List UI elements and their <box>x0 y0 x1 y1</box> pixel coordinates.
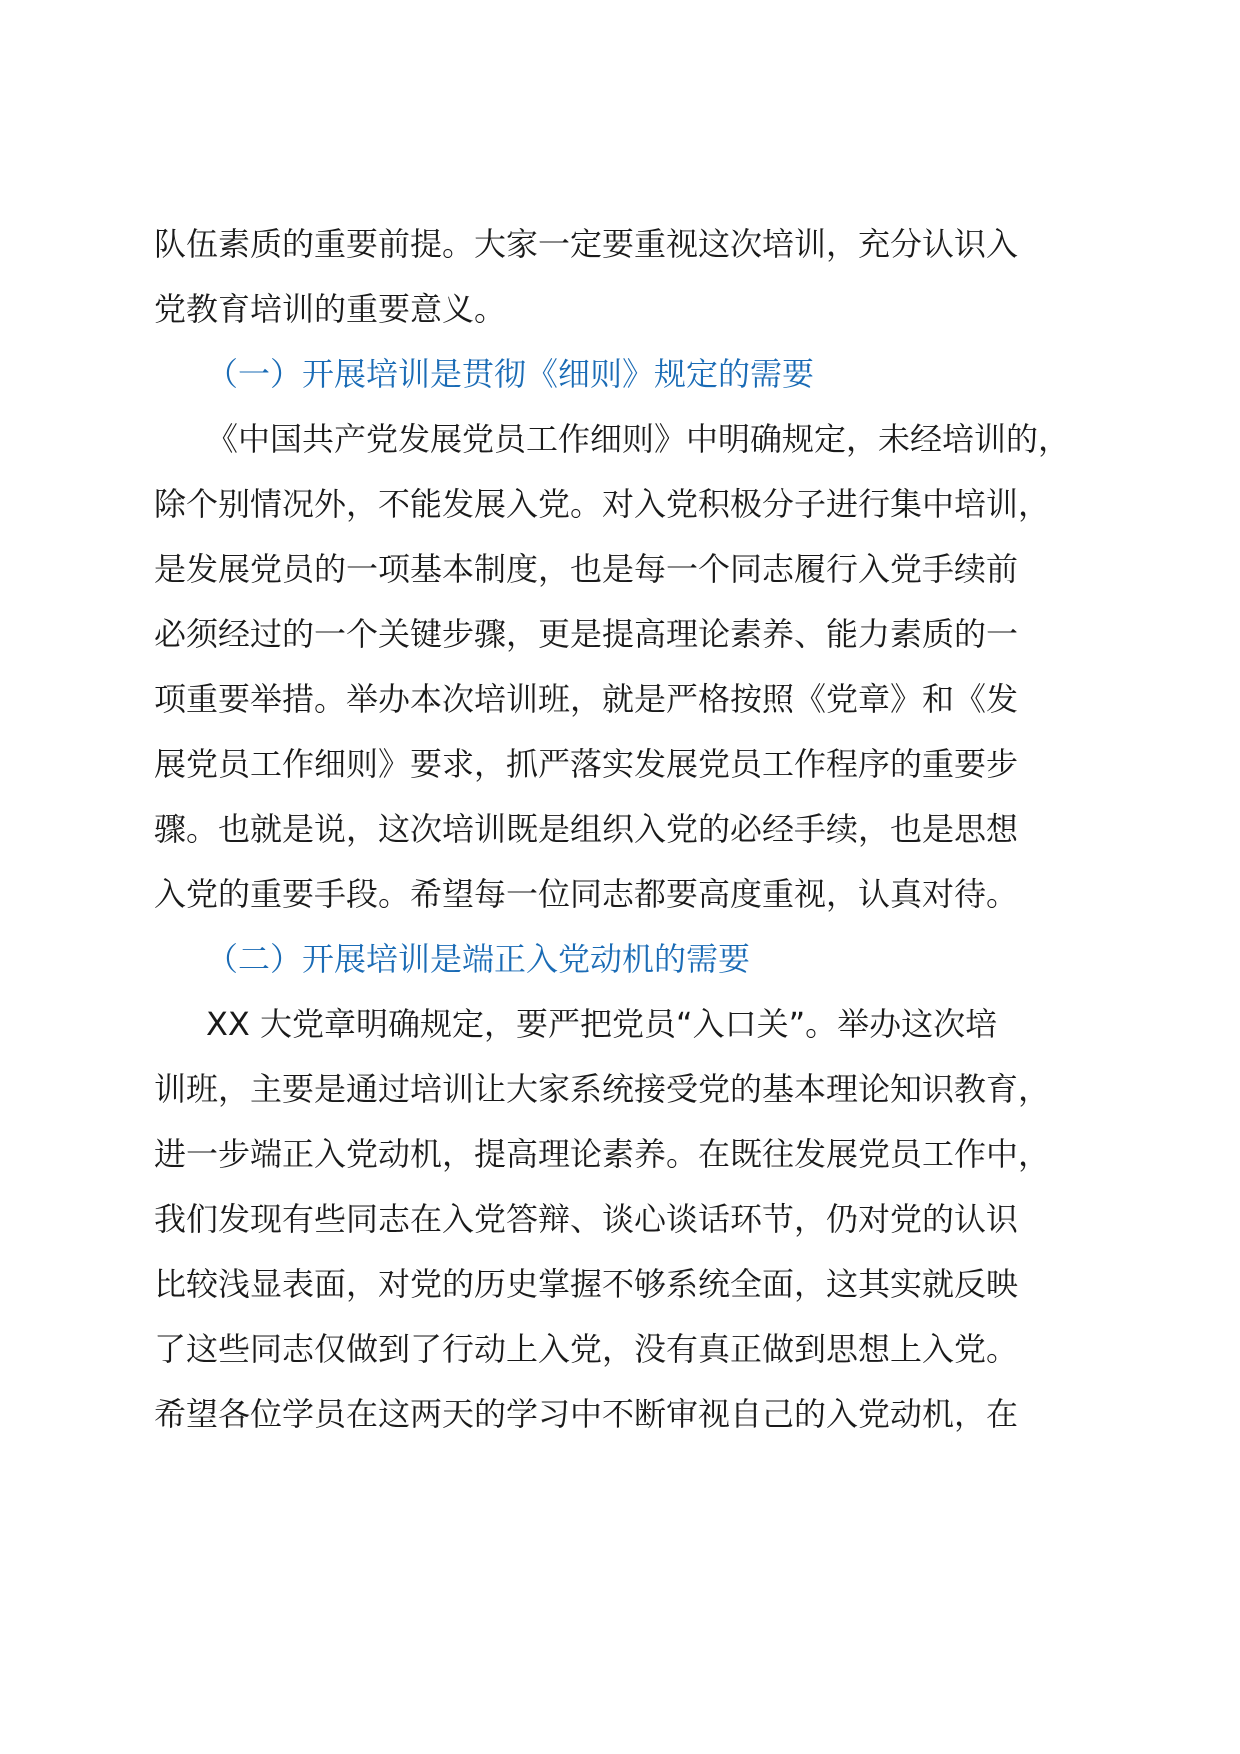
paragraph-line: 项重要举措。举办本次培训班，就是严格按照《党章》和《发 <box>154 680 1019 718</box>
paragraph-line: 除个别情况外，不能发展入党。对入党积极分子进行集中培训， <box>154 485 1051 523</box>
section-heading-2: （二）开展培训是端正入党动机的需要 <box>206 940 751 978</box>
paragraph-line: 我们发现有些同志在入党答辩、谈心谈话环节，仍对党的认识 <box>154 1200 1019 1238</box>
paragraph-line: XX 大党章明确规定，要严把党员“入口关”。举办这次培 <box>206 1005 998 1043</box>
paragraph-line: 是发展党员的一项基本制度，也是每一个同志履行入党手续前 <box>154 550 1019 588</box>
paragraph-line: 党教育培训的重要意义。 <box>154 290 507 328</box>
section-1-paragraph <box>154 407 1094 927</box>
paragraph-line: 入党的重要手段。希望每一位同志都要高度重视，认真对待。 <box>154 875 1019 913</box>
paragraph-line: 展党员工作细则》要求，抓严落实发展党员工作程序的重要步 <box>154 745 1019 783</box>
paragraph-line: 希望各位学员在这两天的学习中不断审视自己的入党动机，在 <box>154 1395 1019 1433</box>
paragraph-line: 了这些同志仅做到了行动上入党，没有真正做到思想上入党。 <box>154 1330 1019 1368</box>
section-heading-1: （一）开展培训是贯彻《细则》规定的需要 <box>206 355 815 393</box>
paragraph-line: 《中国共产党发展党员工作细则》中明确规定，未经培训的， <box>206 420 1071 458</box>
paragraph-line: 骤。也就是说，这次培训既是组织入党的必经手续，也是思想 <box>154 810 1019 848</box>
paragraph-line: 比较浅显表面，对党的历史掌握不够系统全面，这其实就反映 <box>154 1265 1019 1303</box>
paragraph-line: 进一步端正入党动机，提高理论素养。在既往发展党员工作中， <box>154 1135 1051 1173</box>
document-body <box>154 212 1094 1447</box>
paragraph-line: 必须经过的一个关键步骤，更是提高理论素养、能力素质的一 <box>154 615 1019 653</box>
paragraph-line: 队伍素质的重要前提。大家一定要重视这次培训，充分认识入 <box>154 225 1019 263</box>
section-2-paragraph <box>154 992 1094 1447</box>
paragraph-line: 训班，主要是通过培训让大家系统接受党的基本理论知识教育， <box>154 1070 1051 1108</box>
intro-paragraph <box>154 212 1094 342</box>
